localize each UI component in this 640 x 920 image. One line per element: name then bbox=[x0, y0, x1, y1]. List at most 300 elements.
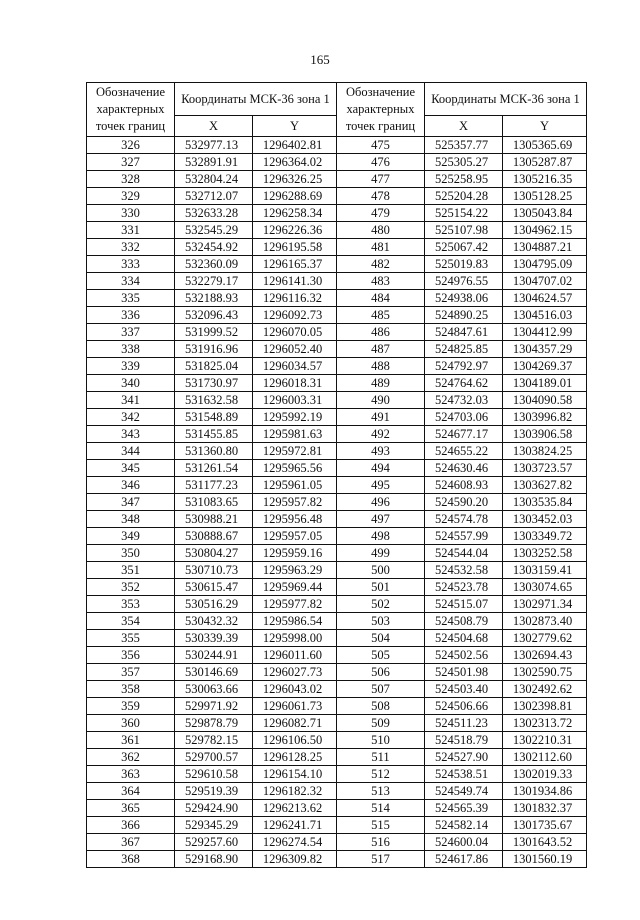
right-coord-header: Координаты МСК-36 зона 1 bbox=[425, 83, 587, 116]
right-x-value: 524501.98 bbox=[425, 664, 503, 681]
left-point-id: 340 bbox=[87, 375, 175, 392]
left-y-value: 1295972.81 bbox=[253, 443, 337, 460]
left-point-id: 335 bbox=[87, 290, 175, 307]
table-row bbox=[87, 222, 587, 239]
left-y-value: 1295986.54 bbox=[253, 613, 337, 630]
left-x-value: 532712.07 bbox=[175, 188, 253, 205]
left-point-id: 350 bbox=[87, 545, 175, 562]
right-point-id: 491 bbox=[337, 409, 425, 426]
right-point-id: 477 bbox=[337, 171, 425, 188]
left-point-id: 365 bbox=[87, 800, 175, 817]
right-point-id: 496 bbox=[337, 494, 425, 511]
left-point-id: 334 bbox=[87, 273, 175, 290]
left-y-value: 1296018.31 bbox=[253, 375, 337, 392]
left-y-value: 1295957.82 bbox=[253, 494, 337, 511]
right-point-id: 514 bbox=[337, 800, 425, 817]
left-x-value: 532977.13 bbox=[175, 137, 253, 154]
table-row bbox=[87, 290, 587, 307]
right-y-value: 1304090.58 bbox=[503, 392, 587, 409]
right-x-value: 524506.66 bbox=[425, 698, 503, 715]
left-x-value: 530339.39 bbox=[175, 630, 253, 647]
left-point-id: 336 bbox=[87, 307, 175, 324]
right-x-value: 524503.40 bbox=[425, 681, 503, 698]
table-row bbox=[87, 579, 587, 596]
right-point-id: 492 bbox=[337, 426, 425, 443]
left-x-value: 530432.32 bbox=[175, 613, 253, 630]
right-point-id: 509 bbox=[337, 715, 425, 732]
right-y-value: 1302398.81 bbox=[503, 698, 587, 715]
left-y-value: 1295956.48 bbox=[253, 511, 337, 528]
left-x-header: X bbox=[175, 116, 253, 137]
left-x-value: 530888.67 bbox=[175, 528, 253, 545]
left-y-value: 1296258.34 bbox=[253, 205, 337, 222]
left-x-value: 531916.96 bbox=[175, 341, 253, 358]
left-point-id: 327 bbox=[87, 154, 175, 171]
right-point-id: 482 bbox=[337, 256, 425, 273]
left-y-value: 1296288.69 bbox=[253, 188, 337, 205]
table-row bbox=[87, 851, 587, 868]
left-point-id: 326 bbox=[87, 137, 175, 154]
table-row bbox=[87, 528, 587, 545]
left-x-value: 532454.92 bbox=[175, 239, 253, 256]
left-y-value: 1295969.44 bbox=[253, 579, 337, 596]
table-row bbox=[87, 205, 587, 222]
table-row bbox=[87, 664, 587, 681]
left-point-id: 355 bbox=[87, 630, 175, 647]
left-y-value: 1296052.40 bbox=[253, 341, 337, 358]
left-x-value: 529610.58 bbox=[175, 766, 253, 783]
right-y-value: 1302313.72 bbox=[503, 715, 587, 732]
table-row bbox=[87, 256, 587, 273]
left-x-value: 532633.28 bbox=[175, 205, 253, 222]
left-point-id: 349 bbox=[87, 528, 175, 545]
left-x-value: 530615.47 bbox=[175, 579, 253, 596]
table-header bbox=[87, 83, 587, 137]
table-row bbox=[87, 783, 587, 800]
right-point-id: 489 bbox=[337, 375, 425, 392]
table-row bbox=[87, 239, 587, 256]
right-y-value: 1304795.09 bbox=[503, 256, 587, 273]
right-point-id: 501 bbox=[337, 579, 425, 596]
right-y-value: 1303723.57 bbox=[503, 460, 587, 477]
right-y-value: 1301643.52 bbox=[503, 834, 587, 851]
right-y-header: Y bbox=[503, 116, 587, 137]
table-row bbox=[87, 800, 587, 817]
left-y-value: 1296182.32 bbox=[253, 783, 337, 800]
left-y-value: 1296070.05 bbox=[253, 324, 337, 341]
table-row bbox=[87, 630, 587, 647]
left-y-value: 1296165.37 bbox=[253, 256, 337, 273]
right-y-value: 1303349.72 bbox=[503, 528, 587, 545]
right-x-value: 524847.61 bbox=[425, 324, 503, 341]
left-point-id: 341 bbox=[87, 392, 175, 409]
table-row bbox=[87, 171, 587, 188]
right-y-value: 1304357.29 bbox=[503, 341, 587, 358]
left-point-header: Обозначение характерных точек границ bbox=[87, 83, 175, 137]
left-y-value: 1296027.73 bbox=[253, 664, 337, 681]
right-point-id: 499 bbox=[337, 545, 425, 562]
right-x-value: 524732.03 bbox=[425, 392, 503, 409]
page-number: 165 bbox=[310, 52, 330, 67]
left-x-value: 532545.29 bbox=[175, 222, 253, 239]
table-row bbox=[87, 273, 587, 290]
right-x-value: 525067.42 bbox=[425, 239, 503, 256]
right-y-value: 1305365.69 bbox=[503, 137, 587, 154]
right-x-value: 525357.77 bbox=[425, 137, 503, 154]
left-y-value: 1296226.36 bbox=[253, 222, 337, 239]
left-x-value: 529424.90 bbox=[175, 800, 253, 817]
left-x-value: 531548.89 bbox=[175, 409, 253, 426]
right-y-value: 1304887.21 bbox=[503, 239, 587, 256]
right-point-id: 495 bbox=[337, 477, 425, 494]
left-y-value: 1295992.19 bbox=[253, 409, 337, 426]
right-point-id: 476 bbox=[337, 154, 425, 171]
left-point-id: 344 bbox=[87, 443, 175, 460]
table-row bbox=[87, 681, 587, 698]
left-y-value: 1296116.32 bbox=[253, 290, 337, 307]
left-point-id: 360 bbox=[87, 715, 175, 732]
left-y-value: 1296274.54 bbox=[253, 834, 337, 851]
right-point-id: 481 bbox=[337, 239, 425, 256]
left-x-value: 530516.29 bbox=[175, 596, 253, 613]
left-x-value: 532279.17 bbox=[175, 273, 253, 290]
table-row bbox=[87, 409, 587, 426]
right-y-value: 1303159.41 bbox=[503, 562, 587, 579]
right-x-value: 524515.07 bbox=[425, 596, 503, 613]
table-row bbox=[87, 341, 587, 358]
right-y-value: 1302019.33 bbox=[503, 766, 587, 783]
right-y-value: 1301832.37 bbox=[503, 800, 587, 817]
left-point-id: 348 bbox=[87, 511, 175, 528]
left-x-value: 530146.69 bbox=[175, 664, 253, 681]
left-point-id: 339 bbox=[87, 358, 175, 375]
right-y-value: 1301735.67 bbox=[503, 817, 587, 834]
table-row bbox=[87, 834, 587, 851]
right-y-value: 1302112.60 bbox=[503, 749, 587, 766]
right-y-value: 1304516.03 bbox=[503, 307, 587, 324]
right-y-value: 1304707.02 bbox=[503, 273, 587, 290]
right-point-id: 484 bbox=[337, 290, 425, 307]
coordinates-table bbox=[86, 82, 587, 868]
left-y-value: 1296092.73 bbox=[253, 307, 337, 324]
right-point-id: 504 bbox=[337, 630, 425, 647]
left-x-value: 531083.65 bbox=[175, 494, 253, 511]
left-point-id: 367 bbox=[87, 834, 175, 851]
right-y-value: 1303906.58 bbox=[503, 426, 587, 443]
table-row bbox=[87, 137, 587, 154]
left-y-value: 1295957.05 bbox=[253, 528, 337, 545]
left-x-value: 531632.58 bbox=[175, 392, 253, 409]
left-y-value: 1296011.60 bbox=[253, 647, 337, 664]
table-row bbox=[87, 426, 587, 443]
right-x-value: 524504.68 bbox=[425, 630, 503, 647]
right-x-value: 524549.74 bbox=[425, 783, 503, 800]
left-x-value: 530988.21 bbox=[175, 511, 253, 528]
right-y-value: 1302210.31 bbox=[503, 732, 587, 749]
table-row bbox=[87, 698, 587, 715]
right-point-id: 508 bbox=[337, 698, 425, 715]
right-x-value: 524600.04 bbox=[425, 834, 503, 851]
right-x-value: 524608.93 bbox=[425, 477, 503, 494]
right-point-id: 493 bbox=[337, 443, 425, 460]
left-x-value: 532096.43 bbox=[175, 307, 253, 324]
right-y-value: 1301934.86 bbox=[503, 783, 587, 800]
table-row bbox=[87, 562, 587, 579]
right-x-value: 524764.62 bbox=[425, 375, 503, 392]
left-x-value: 531455.85 bbox=[175, 426, 253, 443]
right-x-value: 524703.06 bbox=[425, 409, 503, 426]
right-y-value: 1303824.25 bbox=[503, 443, 587, 460]
table-row bbox=[87, 749, 587, 766]
left-point-id: 338 bbox=[87, 341, 175, 358]
right-y-value: 1303074.65 bbox=[503, 579, 587, 596]
right-y-value: 1304962.15 bbox=[503, 222, 587, 239]
left-x-value: 530063.66 bbox=[175, 681, 253, 698]
left-point-id: 357 bbox=[87, 664, 175, 681]
right-x-value: 524523.78 bbox=[425, 579, 503, 596]
right-y-value: 1302590.75 bbox=[503, 664, 587, 681]
right-point-id: 497 bbox=[337, 511, 425, 528]
left-x-value: 529519.39 bbox=[175, 783, 253, 800]
right-point-id: 479 bbox=[337, 205, 425, 222]
left-x-value: 531177.23 bbox=[175, 477, 253, 494]
left-y-value: 1296061.73 bbox=[253, 698, 337, 715]
left-y-header: Y bbox=[253, 116, 337, 137]
right-x-value: 524544.04 bbox=[425, 545, 503, 562]
left-x-value: 532360.09 bbox=[175, 256, 253, 273]
right-x-value: 524825.85 bbox=[425, 341, 503, 358]
right-point-id: 503 bbox=[337, 613, 425, 630]
left-x-value: 531825.04 bbox=[175, 358, 253, 375]
left-point-id: 359 bbox=[87, 698, 175, 715]
right-point-id: 510 bbox=[337, 732, 425, 749]
right-y-value: 1304624.57 bbox=[503, 290, 587, 307]
right-x-value: 524630.46 bbox=[425, 460, 503, 477]
left-point-id: 337 bbox=[87, 324, 175, 341]
left-x-value: 531999.52 bbox=[175, 324, 253, 341]
right-x-value: 525258.95 bbox=[425, 171, 503, 188]
left-x-value: 529782.15 bbox=[175, 732, 253, 749]
right-y-value: 1305216.35 bbox=[503, 171, 587, 188]
right-x-value: 524518.79 bbox=[425, 732, 503, 749]
right-y-value: 1304269.37 bbox=[503, 358, 587, 375]
right-x-value: 524582.14 bbox=[425, 817, 503, 834]
left-x-value: 530244.91 bbox=[175, 647, 253, 664]
left-point-id: 333 bbox=[87, 256, 175, 273]
right-x-value: 525204.28 bbox=[425, 188, 503, 205]
table-row bbox=[87, 188, 587, 205]
left-point-id: 364 bbox=[87, 783, 175, 800]
left-x-value: 529878.79 bbox=[175, 715, 253, 732]
right-x-value: 524511.23 bbox=[425, 715, 503, 732]
left-x-value: 531730.97 bbox=[175, 375, 253, 392]
right-point-id: 512 bbox=[337, 766, 425, 783]
left-point-id: 363 bbox=[87, 766, 175, 783]
right-point-id: 488 bbox=[337, 358, 425, 375]
right-y-value: 1303535.84 bbox=[503, 494, 587, 511]
left-x-value: 532188.93 bbox=[175, 290, 253, 307]
table-row bbox=[87, 443, 587, 460]
right-point-id: 485 bbox=[337, 307, 425, 324]
left-point-id: 343 bbox=[87, 426, 175, 443]
left-point-id: 352 bbox=[87, 579, 175, 596]
table-row bbox=[87, 494, 587, 511]
left-point-id: 328 bbox=[87, 171, 175, 188]
left-x-value: 532891.91 bbox=[175, 154, 253, 171]
left-y-value: 1295998.00 bbox=[253, 630, 337, 647]
left-x-value: 529345.29 bbox=[175, 817, 253, 834]
right-x-value: 524574.78 bbox=[425, 511, 503, 528]
table-row bbox=[87, 307, 587, 324]
right-point-id: 475 bbox=[337, 137, 425, 154]
right-point-id: 486 bbox=[337, 324, 425, 341]
right-y-value: 1303627.82 bbox=[503, 477, 587, 494]
right-x-value: 524677.17 bbox=[425, 426, 503, 443]
left-y-value: 1296106.50 bbox=[253, 732, 337, 749]
left-y-value: 1296082.71 bbox=[253, 715, 337, 732]
right-x-value: 524890.25 bbox=[425, 307, 503, 324]
table-row bbox=[87, 647, 587, 664]
table-body bbox=[87, 137, 587, 868]
table-row bbox=[87, 477, 587, 494]
right-y-value: 1305043.84 bbox=[503, 205, 587, 222]
table-row bbox=[87, 392, 587, 409]
left-point-id: 351 bbox=[87, 562, 175, 579]
right-x-value: 525019.83 bbox=[425, 256, 503, 273]
right-x-value: 524508.79 bbox=[425, 613, 503, 630]
right-point-id: 507 bbox=[337, 681, 425, 698]
left-point-id: 342 bbox=[87, 409, 175, 426]
right-x-value: 524502.56 bbox=[425, 647, 503, 664]
right-point-id: 505 bbox=[337, 647, 425, 664]
table-row bbox=[87, 154, 587, 171]
right-point-id: 515 bbox=[337, 817, 425, 834]
left-point-id: 332 bbox=[87, 239, 175, 256]
left-y-value: 1296003.31 bbox=[253, 392, 337, 409]
left-y-value: 1296195.58 bbox=[253, 239, 337, 256]
left-x-value: 530710.73 bbox=[175, 562, 253, 579]
right-point-id: 480 bbox=[337, 222, 425, 239]
left-y-value: 1296364.02 bbox=[253, 154, 337, 171]
right-y-value: 1302694.43 bbox=[503, 647, 587, 664]
left-coord-header: Координаты МСК-36 зона 1 bbox=[175, 83, 337, 116]
left-y-value: 1295965.56 bbox=[253, 460, 337, 477]
left-point-id: 354 bbox=[87, 613, 175, 630]
right-x-value: 525107.98 bbox=[425, 222, 503, 239]
right-y-value: 1302492.62 bbox=[503, 681, 587, 698]
right-y-value: 1304412.99 bbox=[503, 324, 587, 341]
left-point-id: 346 bbox=[87, 477, 175, 494]
right-point-id: 506 bbox=[337, 664, 425, 681]
table-row bbox=[87, 324, 587, 341]
right-y-value: 1302873.40 bbox=[503, 613, 587, 630]
right-y-value: 1302779.62 bbox=[503, 630, 587, 647]
right-x-value: 525154.22 bbox=[425, 205, 503, 222]
right-point-id: 502 bbox=[337, 596, 425, 613]
left-point-id: 347 bbox=[87, 494, 175, 511]
table-row bbox=[87, 817, 587, 834]
left-y-value: 1295959.16 bbox=[253, 545, 337, 562]
left-point-id: 361 bbox=[87, 732, 175, 749]
left-x-value: 529700.57 bbox=[175, 749, 253, 766]
right-point-id: 500 bbox=[337, 562, 425, 579]
left-y-value: 1296326.25 bbox=[253, 171, 337, 188]
right-x-header: X bbox=[425, 116, 503, 137]
right-point-id: 516 bbox=[337, 834, 425, 851]
left-point-id: 331 bbox=[87, 222, 175, 239]
left-point-id: 368 bbox=[87, 851, 175, 868]
right-point-header: Обозначение характерных точек границ bbox=[337, 83, 425, 137]
left-point-id: 353 bbox=[87, 596, 175, 613]
left-y-value: 1296402.81 bbox=[253, 137, 337, 154]
left-point-id: 356 bbox=[87, 647, 175, 664]
left-y-value: 1296154.10 bbox=[253, 766, 337, 783]
left-y-value: 1296241.71 bbox=[253, 817, 337, 834]
right-point-id: 498 bbox=[337, 528, 425, 545]
right-x-value: 524557.99 bbox=[425, 528, 503, 545]
table-row bbox=[87, 613, 587, 630]
right-x-value: 524976.55 bbox=[425, 273, 503, 290]
table-row bbox=[87, 460, 587, 477]
right-y-value: 1301560.19 bbox=[503, 851, 587, 868]
left-y-value: 1296043.02 bbox=[253, 681, 337, 698]
left-x-value: 529971.92 bbox=[175, 698, 253, 715]
right-x-value: 524532.58 bbox=[425, 562, 503, 579]
right-y-value: 1305128.25 bbox=[503, 188, 587, 205]
right-y-value: 1303452.03 bbox=[503, 511, 587, 528]
left-y-value: 1296141.30 bbox=[253, 273, 337, 290]
right-point-id: 494 bbox=[337, 460, 425, 477]
table-row bbox=[87, 511, 587, 528]
right-point-id: 511 bbox=[337, 749, 425, 766]
right-y-value: 1302971.34 bbox=[503, 596, 587, 613]
right-y-value: 1303996.82 bbox=[503, 409, 587, 426]
right-x-value: 524655.22 bbox=[425, 443, 503, 460]
left-y-value: 1295963.29 bbox=[253, 562, 337, 579]
right-point-id: 513 bbox=[337, 783, 425, 800]
left-point-id: 329 bbox=[87, 188, 175, 205]
right-x-value: 524565.39 bbox=[425, 800, 503, 817]
left-y-value: 1296128.25 bbox=[253, 749, 337, 766]
left-x-value: 532804.24 bbox=[175, 171, 253, 188]
left-y-value: 1296309.82 bbox=[253, 851, 337, 868]
right-point-id: 478 bbox=[337, 188, 425, 205]
left-y-value: 1295961.05 bbox=[253, 477, 337, 494]
table-row bbox=[87, 732, 587, 749]
table-row bbox=[87, 715, 587, 732]
left-point-id: 362 bbox=[87, 749, 175, 766]
left-point-id: 358 bbox=[87, 681, 175, 698]
right-y-value: 1304189.01 bbox=[503, 375, 587, 392]
table-row bbox=[87, 596, 587, 613]
left-point-id: 366 bbox=[87, 817, 175, 834]
left-y-value: 1295981.63 bbox=[253, 426, 337, 443]
right-x-value: 524538.51 bbox=[425, 766, 503, 783]
left-x-value: 531261.54 bbox=[175, 460, 253, 477]
left-x-value: 529257.60 bbox=[175, 834, 253, 851]
right-point-id: 490 bbox=[337, 392, 425, 409]
left-x-value: 531360.80 bbox=[175, 443, 253, 460]
left-x-value: 530804.27 bbox=[175, 545, 253, 562]
left-y-value: 1296034.57 bbox=[253, 358, 337, 375]
left-y-value: 1296213.62 bbox=[253, 800, 337, 817]
table-row bbox=[87, 358, 587, 375]
right-x-value: 525305.27 bbox=[425, 154, 503, 171]
right-point-id: 487 bbox=[337, 341, 425, 358]
table-row bbox=[87, 375, 587, 392]
right-x-value: 524938.06 bbox=[425, 290, 503, 307]
left-x-value: 529168.90 bbox=[175, 851, 253, 868]
